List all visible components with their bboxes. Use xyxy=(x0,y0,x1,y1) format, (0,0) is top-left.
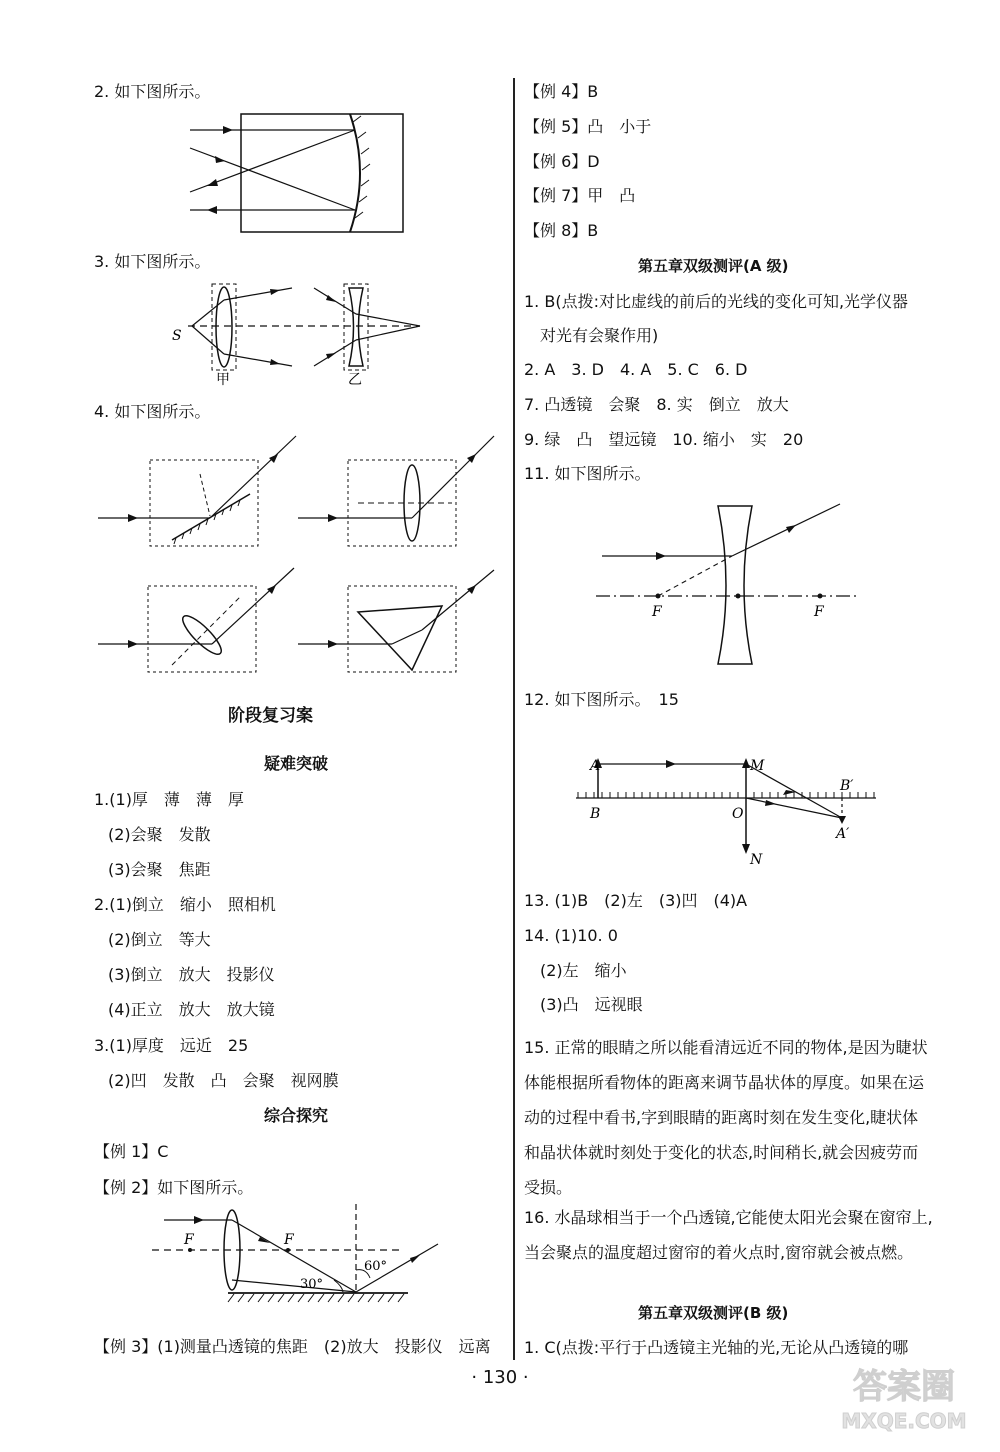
a1-line2: 对光有会聚作用) xyxy=(540,326,659,345)
label-m: M xyxy=(750,758,765,774)
d2-line3: (3)倒立 放大 投影仪 xyxy=(108,965,275,984)
q3-lens-figure xyxy=(168,278,430,388)
label-b: B xyxy=(590,806,601,822)
label-a: A xyxy=(590,758,601,774)
example2-figure xyxy=(148,1202,448,1306)
difficult-subtitle: 疑难突破 xyxy=(264,754,329,773)
lens-jia-label: 甲 xyxy=(216,372,230,388)
a2-6-answers: 2. A 3. D 4. A 5. C 6. D xyxy=(524,360,748,379)
b1-line1: 1. C(点拨:平行于凸透镜主光轴的光,无论从凸透镜的哪 xyxy=(524,1338,909,1357)
example-3: 【例 3】(1)测量凸透镜的焦距 (2)放大 投影仪 远离 xyxy=(94,1337,491,1356)
a14-line2: (2)左 缩小 xyxy=(540,961,627,980)
q3-text: 3. 如下图所示。 xyxy=(94,252,211,271)
d2-line2: (2)倒立 等大 xyxy=(108,930,211,949)
focal-point-right: F xyxy=(284,1232,294,1248)
column-divider xyxy=(513,78,515,1360)
focal-point-right-a11: F xyxy=(814,604,824,620)
d3-line1: 3.(1)厚度 远近 25 xyxy=(94,1036,249,1055)
d1-line2: (2)会聚 发散 xyxy=(108,825,211,844)
angle-30-label: 30° xyxy=(300,1277,324,1292)
watermark-line1: 答案圈 xyxy=(853,1367,955,1407)
watermark-line2: MXQE.COM xyxy=(841,1409,967,1433)
label-b-prime: B′ xyxy=(840,778,854,794)
q4-optics-figure xyxy=(92,430,502,680)
focal-point-left: F xyxy=(184,1232,194,1248)
example-8: 【例 8】B xyxy=(524,221,599,240)
d2-line1: 2.(1)倒立 缩小 照相机 xyxy=(94,895,276,914)
d1-line1: 1.(1)厚 薄 薄 厚 xyxy=(94,790,244,809)
a12-ray-figure xyxy=(570,756,882,868)
a13-answers: 13. (1)B (2)左 (3)凹 (4)A xyxy=(524,891,748,910)
test-b-title: 第五章双级测评(B 级) xyxy=(638,1304,789,1322)
example-4: 【例 4】B xyxy=(524,82,599,101)
review-section-title: 阶段复习案 xyxy=(228,706,313,726)
watermark xyxy=(824,1358,984,1442)
q4-text: 4. 如下图所示。 xyxy=(94,402,211,421)
d2-line4: (4)正立 放大 放大镜 xyxy=(108,1000,275,1019)
d1-line3: (3)会聚 焦距 xyxy=(108,860,211,879)
example-6: 【例 6】D xyxy=(524,152,600,171)
page-number: · 130 · xyxy=(471,1367,529,1388)
source-label: S xyxy=(172,328,182,344)
angle-60-label: 60° xyxy=(364,1259,388,1274)
q2-mirror-figure xyxy=(185,108,410,238)
label-a-prime: A′ xyxy=(836,826,850,842)
inquiry-subtitle: 综合探究 xyxy=(264,1106,329,1125)
example-2: 【例 2】如下图所示。 xyxy=(94,1178,254,1197)
example-1: 【例 1】C xyxy=(94,1142,169,1161)
label-n: N xyxy=(750,852,763,868)
label-o: O xyxy=(732,806,744,822)
lens-yi-label: 乙 xyxy=(348,372,362,388)
focal-point-left-a11: F xyxy=(652,604,662,620)
a16-paragraph: 16. 水晶球相当于一个凸透镜,它能使太阳光会聚在窗帘上,当会聚点的温度超过窗帘的着火点时,窗帘就会被点燃。 xyxy=(524,1208,933,1262)
q2-text: 2. 如下图所示。 xyxy=(94,82,211,101)
test-a-title: 第五章双级测评(A 级) xyxy=(638,257,789,275)
a11-concave-lens-figure xyxy=(592,500,864,670)
a11-text: 11. 如下图所示。 xyxy=(524,464,651,483)
a9-10-answers: 9. 绿 凸 望远镜 10. 缩小 实 20 xyxy=(524,430,804,449)
a14-line1: 14. (1)10. 0 xyxy=(524,926,618,945)
a12-text: 12. 如下图所示。 15 xyxy=(524,690,679,709)
a14-line3: (3)凸 远视眼 xyxy=(540,995,643,1014)
a1-line1: 1. B(点拨:对比虚线的前后的光线的变化可知,光学仪器 xyxy=(524,292,909,311)
example-7: 【例 7】甲 凸 xyxy=(524,186,636,205)
a7-8-answers: 7. 凸透镜 会聚 8. 实 倒立 放大 xyxy=(524,395,789,414)
a15-paragraph: 15. 正常的眼睛之所以能看清远近不同的物体,是因为睫状体能根据所看物体的距离来调节晶状体的厚度。如果在运动的过程中看书,字到眼睛的距离时刻在发生变化,睫状体和晶状体就时刻处于变化的状态,时间稍长,就会因疲劳而受损。 xyxy=(524,1038,928,1197)
example-5: 【例 5】凸 小于 xyxy=(524,117,652,136)
d3-line2: (2)凹 发散 凸 会聚 视网膜 xyxy=(108,1071,339,1090)
